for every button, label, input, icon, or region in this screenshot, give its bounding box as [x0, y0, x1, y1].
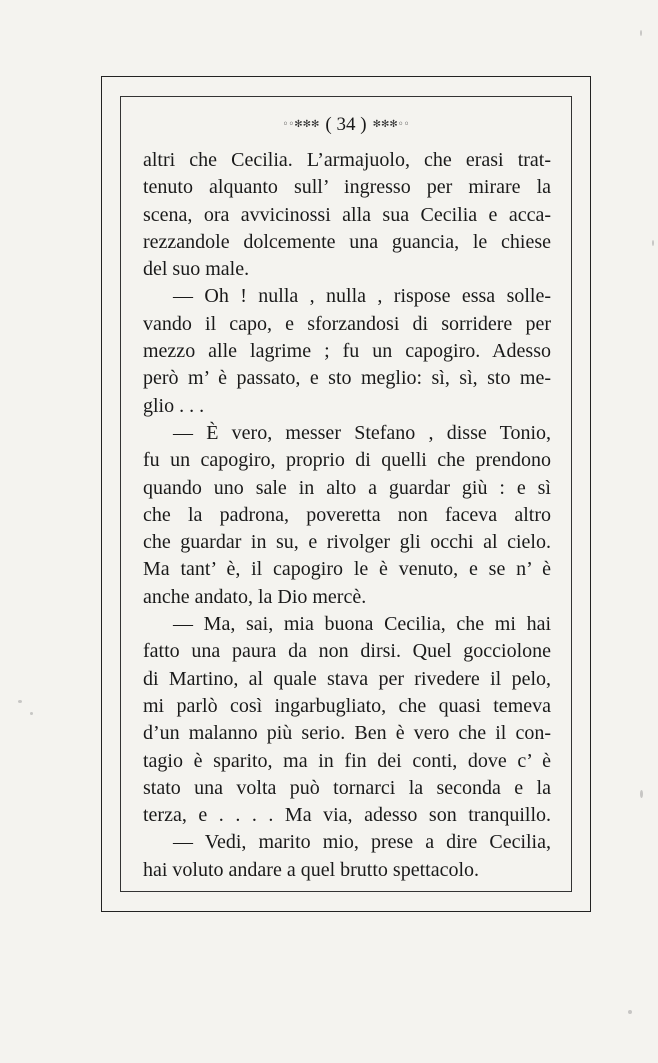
paper-speck: [30, 712, 33, 715]
text-line: che la padrona, poveretta non faceva altro: [143, 503, 551, 526]
paper-speck: [18, 700, 22, 703]
text-line: vando il capo, e sforzandosi di sorridere per: [143, 312, 551, 335]
text-line: fatto una paura da non dirsi. Quel gocciolone: [143, 640, 551, 663]
paper-speck: [652, 240, 654, 246]
body-text: [143, 147, 551, 884]
text-line: stato una volta può tornarci la seconda e la: [143, 776, 551, 799]
text-line: hai voluto andare a quel brutto spettacolo.: [143, 858, 480, 881]
text-line: che guardar in su, e rivolger gli occhi al cielo.: [143, 531, 551, 554]
page-number: ( 34 ): [325, 114, 367, 135]
text-line: del suo male.: [143, 258, 250, 281]
ornament-left: ◦◦✻✻✻: [282, 119, 320, 130]
text-line: mi parlò così ingarbugliato, che quasi temeva: [143, 694, 551, 717]
text-line: scena, ora avvicinossi alla sua Cecilia e acca-: [143, 203, 551, 226]
text-line: anche andato, la Dio mercè.: [143, 585, 367, 608]
text-line: — Ma, sai, mia buona Cecilia, che mi hai: [173, 613, 551, 636]
text-line: fu un capogiro, proprio di quelli che prendono: [143, 449, 551, 472]
text-line: Ma tant’ è, il capogiro le è venuto, e se n’ è: [143, 558, 551, 581]
paper-speck: [640, 790, 643, 798]
text-line: tagio è sparito, ma in fin dei conti, dove c’ è: [143, 749, 551, 772]
text-line: — Oh ! nulla , nulla , rispose essa solle-: [173, 285, 551, 308]
text-line: rezzandole dolcemente una guancia, le chiese: [143, 230, 551, 253]
text-line: — Vedi, marito mio, prese a dire Cecilia,: [173, 831, 551, 854]
paper-speck: [628, 1010, 632, 1014]
text-line: però m’ è passato, e sto meglio: sì, sì, sto me-: [143, 367, 551, 390]
text-line: mezzo alle lagrime ; fu un capogiro. Adesso: [143, 340, 551, 363]
text-line: — È vero, messer Stefano , disse Tonio,: [173, 421, 551, 444]
text-line: glio . . .: [143, 394, 205, 417]
text-line: di Martino, al quale stava per rivedere il pelo,: [143, 667, 551, 690]
text-line: terza, e . . . . Ma via, adesso son tranquillo.: [143, 804, 551, 827]
text-line: altri che Cecilia. L’armajuolo, che erasi trat-: [143, 149, 551, 171]
text-line: tenuto alquanto sull’ ingresso per mirare la: [143, 176, 551, 199]
text-line: d’un malanno più serio. Ben è vero che il con-: [143, 722, 551, 745]
paper-speck: [640, 30, 642, 36]
ornament-right: ✻✻✻◦◦: [372, 119, 410, 130]
text-line: quando uno sale in alto a guardar giù : e sì: [143, 476, 551, 499]
page-header: [120, 112, 572, 137]
